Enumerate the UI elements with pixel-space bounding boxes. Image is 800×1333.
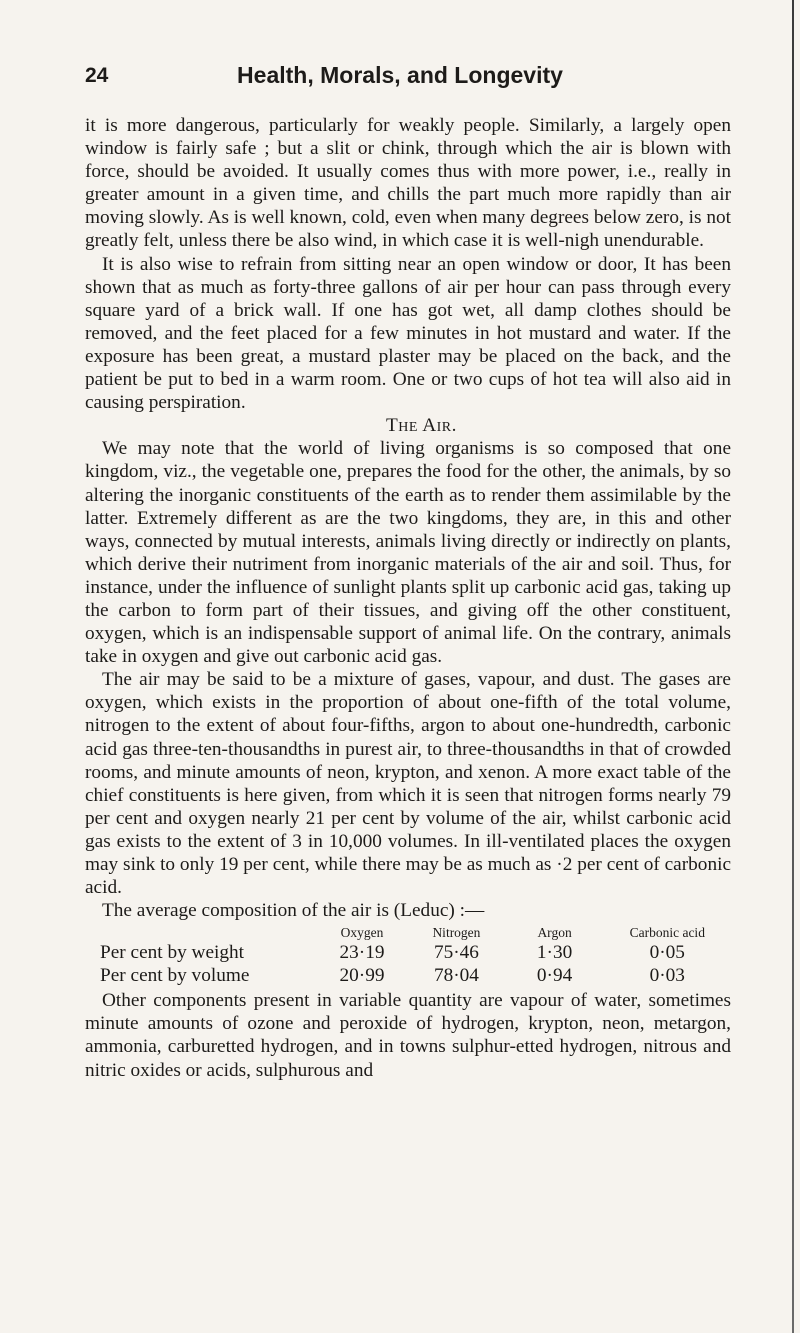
- table-cell: 20·99: [339, 965, 385, 987]
- table-cell: 23·19: [339, 942, 385, 964]
- page-header: [85, 62, 715, 92]
- paragraph-2: It is also wise to refrain from sitting near an open window or door, It has been shown that as much as forty-three gallons of air per hour can pass through every square yard of a brick wall. If one has got wet, all damp clothes should be removed, and the feet placed for a few minutes in hot mustard and water. If the exposure has been great, a mustard plaster may be placed on the back, and the patient be put to bed in a warm room. One or two cups of hot tea will also aid in causing perspiration.: [85, 253, 731, 414]
- table-header-cell: Nitrogen: [432, 925, 481, 941]
- table-cell: 1·30: [536, 942, 573, 964]
- table-cell: 0·05: [649, 942, 685, 964]
- page-edge: [792, 0, 794, 1333]
- row-label: Per cent by volume: [100, 965, 250, 987]
- table-cell: 75·46: [433, 942, 479, 964]
- table-header-row: [100, 924, 731, 941]
- paragraph-1: it is more dangerous, particularly for weakly people. Similarly, a largely open window is fairly safe ; but a slit or chink, through which the air is blown with force, should be avoided. It usually comes thus with more power, i.e., really in greater amount in a given time, and chills the part much more rapidly than air moving slowly. As is well known, cold, even when many degrees below zero, is not greatly felt, unless there be also wind, in which case it is well-nigh unendurable.: [85, 115, 731, 252]
- table-row: [100, 964, 731, 987]
- table-row: [100, 941, 731, 964]
- paragraph-6: Other components present in variable quantity are vapour of water, sometimes minute amounts of ozone and peroxide of hydrogen, krypton, neon, metargon, ammonia, carburetted hydrogen, and in towns sulphur-etted hydrogen, nitrous and nitric oxides or acids, sulphurous and: [85, 990, 731, 1081]
- table-header-blank: [100, 924, 317, 941]
- table-header-cell: Oxygen: [340, 925, 384, 941]
- page-body: [85, 114, 731, 1082]
- paragraph-4: The air may be said to be a mixture of gases, vapour, and dust. The gases are oxygen, which exists in the proportion of about one-fifth of the total volume, nitrogen to the extent of about four-fifths, argon to about one-hundredth, carbonic acid gas three-ten-thousandths in purest air, to three-thousandths in that of crowded rooms, and minute amounts of neon, krypton, and xenon. A more exact table of the chief constituents is here given, from which it is seen that nitrogen forms nearly 79 per cent and oxygen nearly 21 per cent by volume of the air, whilst carbonic acid gas exists to the extent of 3 in 10,000 volumes. In ill-ventilated places the oxygen may sink to only 19 per cent, while there may be as much as ·2 per cent of carbonic acid.: [85, 669, 731, 899]
- running-title: Health, Morals, and Longevity: [237, 62, 563, 88]
- paragraph-3: We may note that the world of living organisms is so composed that one kingdom, viz., the vegetable one, prepares the food for the other, the animals, by so altering the inorganic constituents of the earth as to render them assimilable by the latter. Extremely different as are the two kingdoms, they are, in this and other ways, connected by mutual interests, animals living directly or indirectly on plants, which derive their nutriment from inorganic materials of the air and soil. Thus, for instance, under the influence of sunlight plants split up carbonic acid gas, taking up the carbon to form part of their tissues, and giving off the other constituent, oxygen, which is an indispensable support of animal life. On the contrary, animals take in oxygen and give out carbonic acid gas.: [85, 438, 731, 668]
- table-cell: 78·04: [433, 965, 479, 987]
- paragraph-5: The average composition of the air is (Leduc) :—: [102, 900, 485, 922]
- page-number: 24: [85, 64, 109, 87]
- table-header-cell: Carbonic acid: [629, 925, 705, 941]
- table-cell: 0·94: [536, 965, 573, 987]
- air-composition-table: [100, 924, 731, 987]
- row-label: Per cent by weight: [100, 942, 245, 964]
- table-header-cell: Argon: [537, 925, 572, 941]
- table-cell: 0·03: [649, 965, 685, 987]
- section-heading: The Air.: [386, 415, 457, 437]
